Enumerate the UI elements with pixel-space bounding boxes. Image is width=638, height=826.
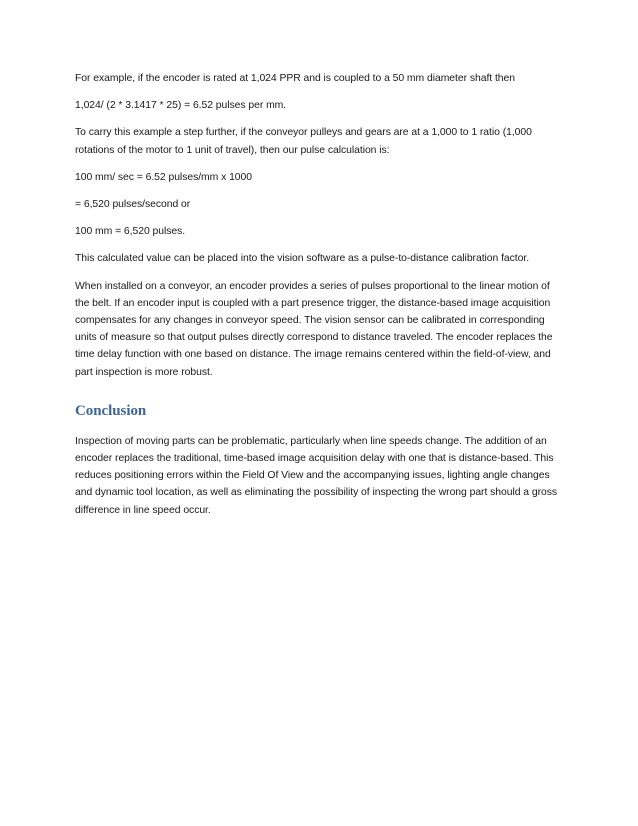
paragraph-ratio-example: To carry this example a step further, if the conveyor pulleys and gears are at a 1,000 to 1 ratio (1,000 rotations of the motor to 1 unit of travel), then our pulse calculation is: bbox=[75, 127, 532, 156]
paragraph-formula-pulses-per-mm: 1,024/ (2 * 3.1417 * 25) = 6.52 pulses per mm. bbox=[75, 100, 287, 112]
paragraph-encoder-description: When installed on a conveyor, an encoder provides a series of pulses proportional to the linear motion of the belt. If an encoder input is coupled with a part presence trigger, the distance-based image acquisition compensates for any changes in conveyor speed. The vision sensor can be calibrated in corresponding units of measure so that output pulses directly correspond to distance traveled. The encoder replaces the time delay function with one based on distance. The image remains centered within the field-of-view, and part inspection is more robust. bbox=[75, 280, 553, 378]
paragraph-calc-line-2: = 6,520 pulses/second or bbox=[75, 199, 191, 211]
paragraph-calc-line-3: 100 mm = 6,520 pulses. bbox=[75, 226, 186, 238]
paragraph-conclusion: Inspection of moving parts can be problematic, particularly when line speeds change. The addition of an encoder replaces the traditional, time-based image acquisition delay with one that is distance-based. This reduces positioning errors within the Field Of View and the accompanying issues, lighting angle changes and dynamic tool location, as well as eliminating the possibility of inspecting the wrong part should a gross difference in line speed occur. bbox=[75, 435, 558, 516]
document-body bbox=[75, 70, 565, 529]
section-heading-conclusion: Conclusion bbox=[75, 402, 147, 419]
paragraph-example-intro: For example, if the encoder is rated at 1,024 PPR and is coupled to a 50 mm diameter shaft then bbox=[75, 73, 515, 84]
paragraph-calc-line-1: 100 mm/ sec = 6.52 pulses/mm x 1000 bbox=[75, 171, 252, 183]
paragraph-calibration-factor: This calculated value can be placed into the vision software as a pulse-to-distance calibration factor. bbox=[75, 253, 530, 265]
